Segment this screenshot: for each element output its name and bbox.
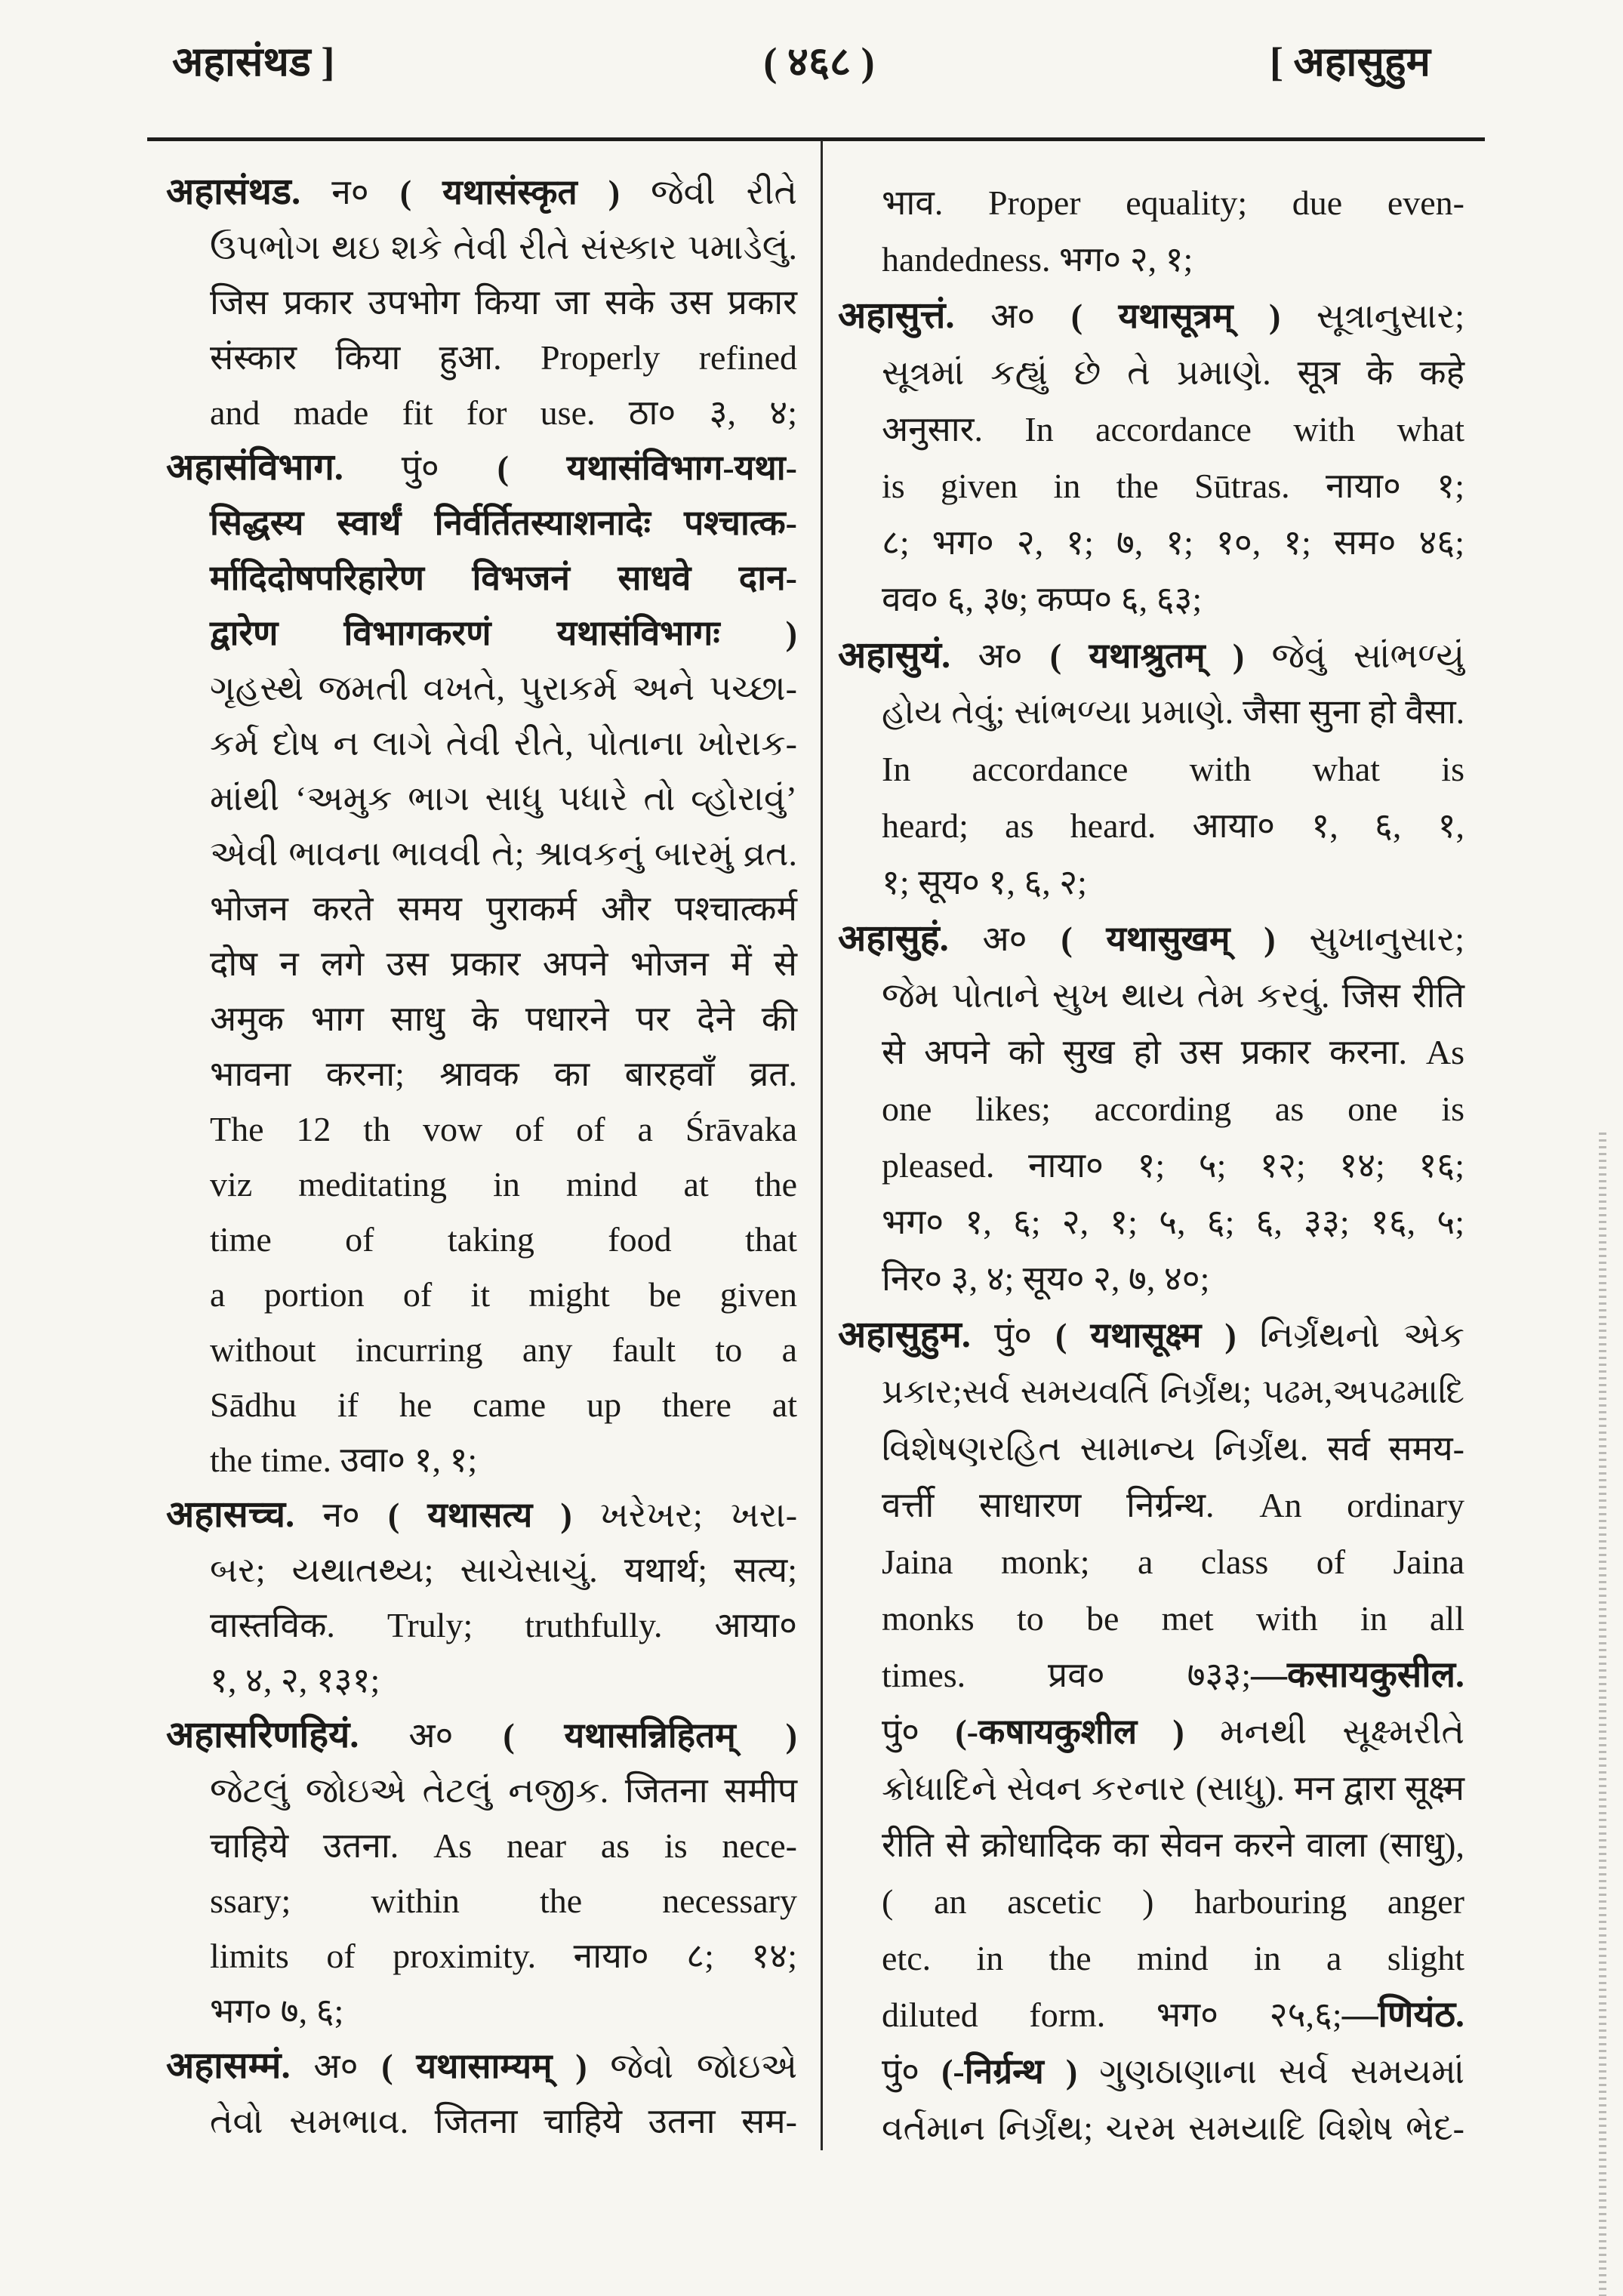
gloss-text: નિર્ગ્રંથનો એક xyxy=(1259,1316,1465,1354)
entry-line: भग० १, ६; २, १; ५, ६; ६, ३३; १६, ५; xyxy=(882,1203,1464,1241)
entry-line: સૂત્રમાં કહ્યું છે તે પ્રમાણે. सूत्र के कहे xyxy=(882,353,1464,392)
entry-line: ઉપભોગ થઇ શકે તેવી રીતે સંસ્કાર પમાડેલું. xyxy=(210,228,797,267)
entry-line: તેવો સમભાવ. जितना चाहिये उतना सम- xyxy=(210,2102,797,2140)
entry-line: संस्कार किया हुआ. Properly refined xyxy=(210,338,797,377)
sanskrit-line: सिद्धस्य स्वार्थं निर्वर्तितस्याशनादेः पश्चात्क- xyxy=(210,504,797,542)
entry-line xyxy=(838,1647,1464,1703)
entry-line: handedness. भग० २, १; xyxy=(882,240,1193,279)
entry-line: The 12 th vow of of a Śrāvaka xyxy=(210,1110,797,1148)
gloss-text: diluted form. भग० २५,६; xyxy=(882,1996,1342,2034)
entry-line xyxy=(838,1986,1464,2043)
entry-line: જેટલું જોઇએ તેટલું નજીક. जितना समीप xyxy=(210,1771,797,1810)
entry-line: time of taking food that xyxy=(210,1220,797,1259)
dictionary-entry xyxy=(838,911,1464,1307)
entry-line: limits of proximity. नाया० ८; १४; xyxy=(210,1937,797,1975)
sanskrit-equivalent: ( यथासंस्कृत ) xyxy=(399,173,621,211)
entry-line: જેમ પોતાને સુખ થાય તેમ કરવું. जिस रीति xyxy=(882,976,1464,1015)
header-rule xyxy=(147,137,1485,141)
sub-entry-headword: —णियंठ. xyxy=(1341,1995,1464,2035)
dictionary-entry xyxy=(838,288,1464,627)
headword-line xyxy=(166,2039,797,2094)
entry-line: भावना करना; श्रावक का बारहवाँ व्रत. xyxy=(210,1055,797,1093)
sanskrit-equivalent: ( यथासन्निहितम् ) xyxy=(503,1716,797,1755)
grammar-tag: न० xyxy=(322,1496,360,1534)
entry-line: હોય તેવું; સાંભળ્યા પ્રમાણે. जैसा सुना हो वैसा. xyxy=(882,693,1464,731)
entry-line: ( an ascetic ) harbouring anger xyxy=(882,1882,1464,1921)
sanskrit-line: र्मादिदोषपरिहारेण विभजनं साधवे दान- xyxy=(210,559,797,597)
entry-line: ક્રોધાદિને સેવન કરનાર (સાધુ). मन द्वारा सूक्ष्म xyxy=(882,1769,1464,1808)
dictionary-entry xyxy=(166,440,797,1487)
entry-line: Jaina monk; a class of Jaina xyxy=(882,1542,1464,1581)
scan-edge-shadow xyxy=(1599,1133,1606,2296)
entry-line: without incurring any fault to a xyxy=(210,1330,797,1369)
entry-line: the time. उवा० १, १; xyxy=(210,1441,478,1479)
sanskrit-equivalent: ( यथासूक्ष्म ) xyxy=(1055,1316,1236,1354)
sub-entry-headword: —कसायकुसील. xyxy=(1251,1655,1464,1695)
headword-line xyxy=(166,165,797,220)
dictionary-entry xyxy=(166,1708,797,2039)
headword: अहासुयं. xyxy=(838,635,951,676)
entry-line: Sādhu if he came up there at xyxy=(210,1385,797,1424)
running-head-left: अहासंथड ] xyxy=(172,39,335,85)
gloss-text: જેવું સાંભળ્યું xyxy=(1271,636,1465,675)
gloss-text: times. प्रव० ७३३; xyxy=(882,1656,1252,1694)
grammar-tag: अ० xyxy=(408,1716,454,1755)
dictionary-entry xyxy=(838,1307,1464,2156)
entry-line: वर्त्ती साधारण निर्ग्रन्थ. An ordinary xyxy=(882,1486,1464,1524)
headword: अहासच्च. xyxy=(166,1494,295,1535)
sanskrit-equivalent: ( यथाश्रुतम् ) xyxy=(1049,636,1245,675)
entry-line: એવી ભાવના ભાવવી તે; શ્રાવકનું બારમું વ્રત. xyxy=(210,834,797,873)
entry-line: निर० ३, ४; सूय० २, ७, ४०; xyxy=(882,1259,1210,1298)
headword: अहासुहं. xyxy=(838,918,949,959)
sanskrit-equivalent: ( यथासुखम् ) xyxy=(1061,920,1276,958)
entry-line: બર; યથાતથ્ય; સાચેસાચું. यथार्थ; सत्य; xyxy=(210,1551,797,1589)
grammar-tag: अ० xyxy=(978,636,1023,675)
entry-line: pleased. नाया० १; ५; १२; १४; १६; xyxy=(882,1146,1464,1185)
entry-line: heard; as heard. आया० १, ६, १, xyxy=(882,806,1464,845)
gloss-text: જેવી રીતે xyxy=(651,173,797,211)
entry-line: માંથી ‘અમુક ભાગ સાધુ પધારે તો વ્હોરાવું’ xyxy=(210,779,797,818)
sanskrit-equivalent: (-निर्ग्रन्थ ) xyxy=(941,2052,1078,2091)
grammar-tag: पुं० xyxy=(993,1316,1033,1354)
entry-line: is given in the Sūtras. नाया० १; xyxy=(882,467,1464,505)
entry-line: etc. in the mind in a slight xyxy=(882,1939,1464,1977)
entry-line: जिस प्रकार उपभोग किया जा सके उस प्रकार xyxy=(210,283,797,322)
running-head-right: [ अहासुहुम xyxy=(1270,39,1431,85)
headword-line xyxy=(166,1708,797,1763)
headword: अहासरिणहियं. xyxy=(166,1715,359,1755)
headword: अहासंथड. xyxy=(166,171,301,212)
entry-line: ગૃહસ્થે જમતી વખતે, પુરાકર્મ અને પચ્છા- xyxy=(210,669,797,707)
sanskrit-equivalent: ( यथासाम्यम् ) xyxy=(381,2047,587,2085)
gloss-text: ગુણઠાણાના સર્વ સમયમાં xyxy=(1099,2052,1465,2091)
sanskrit-line: द्वारेण विभागकरणं यथासंविभागः ) xyxy=(210,614,797,652)
entry-line: monks to be met with in all xyxy=(882,1599,1464,1638)
dictionary-entry xyxy=(838,627,1464,911)
entry-line: भोजन करते समय पुराकर्म और पश्चात्कर्म xyxy=(210,889,797,928)
entry-line: પ્રકાર;સર્વ સમયવર્તિ નિર્ગ્રંથ; પઢમ,અપઢમાદિ xyxy=(882,1373,1464,1410)
entry-line: रीति से क्रोधादिक का सेवन करने वाला (साधु), xyxy=(882,1826,1464,1864)
grammar-tag: पुं० xyxy=(401,448,439,487)
headword: अहासुहुम. xyxy=(838,1314,971,1355)
gloss-text: જેવો જોઇએ xyxy=(610,2047,797,2085)
entry-line: વર્તમાન નિર્ગ્રંથ; ચરમ સમયાદિ વિશેષ ભેદ- xyxy=(882,2109,1464,2147)
entry-line: भाव. Proper equality; due even- xyxy=(882,183,1464,222)
entry-line: viz meditating in mind at the xyxy=(210,1165,797,1203)
sanskrit-equivalent: ( यथासत्य ) xyxy=(387,1496,572,1534)
headword-line xyxy=(166,1487,797,1542)
headword-line xyxy=(166,440,797,495)
headword: अहासुत्तं. xyxy=(838,295,955,336)
entry-line: a portion of it might be given xyxy=(210,1275,797,1314)
sub-entry-line xyxy=(838,2043,1464,2100)
grammar-tag: न० xyxy=(331,173,369,211)
gloss-text: મનથી સૂક્ષ્મરીતે xyxy=(1220,1712,1464,1751)
sanskrit-equivalent: ( यथासंविभाग-यथा- xyxy=(497,448,798,487)
page-number: ( ४६८ ) xyxy=(763,39,875,85)
dictionary-entry xyxy=(166,2039,797,2149)
gloss-text: સૂત્રાનુસાર; xyxy=(1316,297,1465,335)
entry-line: વિશેષણરહિત સામાન્ય નિર્ગ્રંથ. सर्व समय- xyxy=(882,1429,1464,1468)
right-column xyxy=(838,174,1464,2156)
entry-line: કર્મ દોષ ન લાગે તેવી રીતે, પોતાના ખોરાક- xyxy=(210,724,797,763)
sanskrit-equivalent: ( यथासूत्रम् ) xyxy=(1070,297,1281,335)
sanskrit-equivalent: (-कषायकुशील ) xyxy=(955,1712,1184,1751)
grammar-tag: अ० xyxy=(990,297,1036,335)
headword-line xyxy=(838,1307,1464,1364)
left-column xyxy=(166,165,797,2149)
entry-line: अमुक भाग साधु के पधारने पर देने की xyxy=(210,1000,797,1038)
column-divider xyxy=(821,140,823,2150)
headword-line xyxy=(838,911,1464,967)
entry-line: In accordance with what is xyxy=(882,750,1464,788)
entry-line: से अपने को सुख हो उस प्रकार करना. As xyxy=(882,1033,1464,1071)
entry-line: वव० ६, ३७; कप्प० ६, ६३; xyxy=(882,580,1203,618)
entry-line: अनुसार. In accordance with what xyxy=(882,410,1464,448)
grammar-tag: पुं० xyxy=(882,2052,920,2091)
entry-line: १; सूय० १, ६, २; xyxy=(882,863,1087,901)
entry-line: वास्तविक. Truly; truthfully. आया० xyxy=(210,1606,797,1644)
headword: अहासंविभाग. xyxy=(166,447,343,488)
gloss-text: સુખાનુસાર; xyxy=(1309,920,1465,958)
sub-entry-line xyxy=(838,1703,1464,1760)
entry-line: and made fit for use. ठा० ३, ४; xyxy=(210,393,797,432)
headword-line xyxy=(838,288,1464,344)
entry-line: ८; भग० २, १; ७, १; १०, १; सम० ४६; xyxy=(882,523,1464,562)
entry-line: दोष न लगे उस प्रकार अपने भोजन में से xyxy=(210,945,797,983)
grammar-tag: पुं० xyxy=(882,1712,920,1751)
headword: अहासम्मं. xyxy=(166,2045,291,2086)
entry-line: one likes; according as one is xyxy=(882,1089,1464,1128)
grammar-tag: अ० xyxy=(982,920,1027,958)
dictionary-entry xyxy=(166,165,797,440)
entry-line: भग० ७, ६; xyxy=(210,1992,344,2030)
dictionary-entry xyxy=(166,1487,797,1708)
grammar-tag: अ० xyxy=(313,2047,359,2085)
entry-line: चाहिये उतना. As near as is nece- xyxy=(210,1826,797,1865)
entry-line: १, ४, २, १३१; xyxy=(210,1661,380,1700)
continued-entry xyxy=(838,174,1464,288)
gloss-text: ખરેખર; ખરા- xyxy=(599,1496,798,1534)
entry-line: ssary; within the necessary xyxy=(210,1881,797,1920)
headword-line xyxy=(838,627,1464,684)
